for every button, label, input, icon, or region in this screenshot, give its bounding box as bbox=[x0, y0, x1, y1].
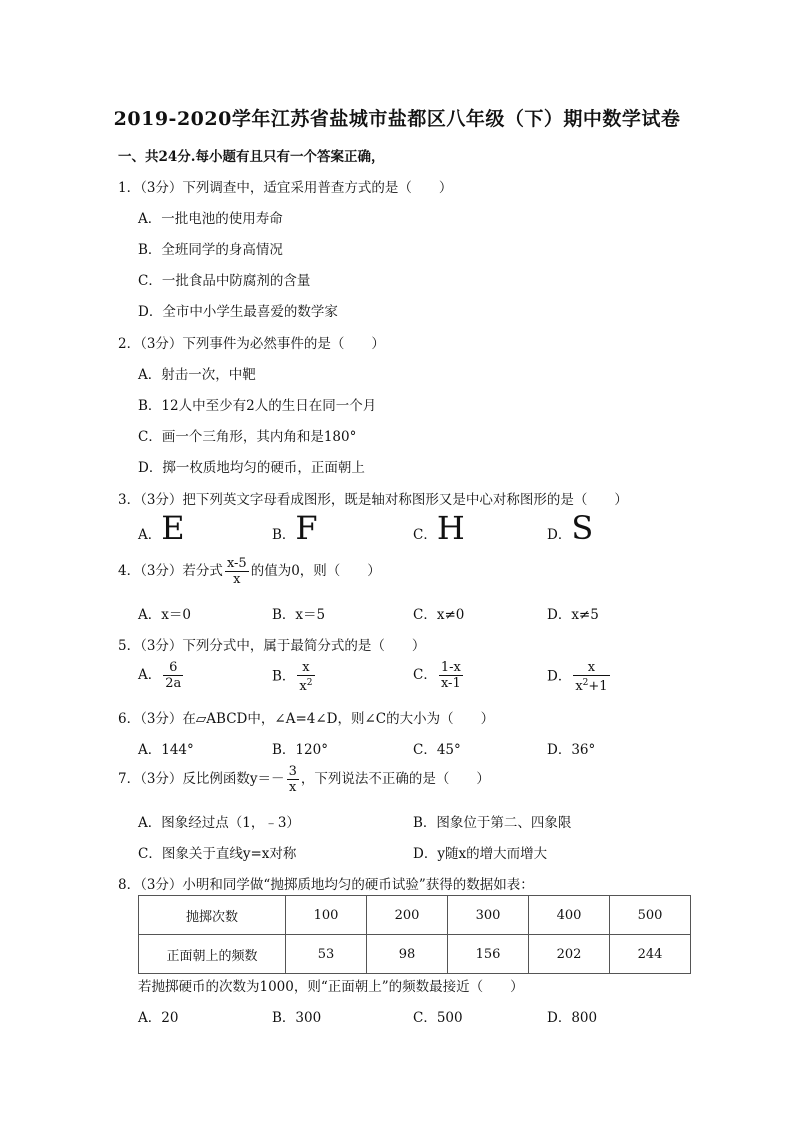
question-8-option-d: D．800 bbox=[547, 1010, 598, 1026]
fraction-denominator bbox=[573, 676, 609, 694]
question-1-option-c: C．一批食品中防腐剂的含量 bbox=[138, 273, 311, 289]
fraction-denominator: x bbox=[289, 780, 297, 795]
coin-toss-data-table bbox=[138, 895, 691, 974]
question-8-option-b: B．300 bbox=[272, 1010, 322, 1026]
table-cell: 100 bbox=[286, 896, 367, 935]
question-3-option-b bbox=[272, 509, 318, 547]
question-4-option-b: B．x＝5 bbox=[272, 607, 326, 623]
question-4-option-a: A．x＝0 bbox=[138, 607, 191, 623]
denominator-tail: +1 bbox=[588, 679, 608, 694]
question-2-stem: 2．（3分）下列事件为必然事件的是（ ） bbox=[118, 336, 385, 352]
question-8-followup: 若抛掷硬币的次数为1000，则“正面朝上”的频数最接近（ ） bbox=[138, 979, 524, 995]
stem-text: 4．（3分）若分式 bbox=[118, 563, 223, 579]
table-row bbox=[139, 935, 691, 974]
option-label: A． bbox=[138, 667, 162, 683]
question-4-option-d: D．x≠5 bbox=[547, 607, 599, 623]
table-row-header: 正面朝上的频数 bbox=[139, 935, 286, 974]
fraction-numerator: x-5 bbox=[226, 556, 247, 571]
table-cell: 53 bbox=[286, 935, 367, 974]
question-5-option-d bbox=[547, 660, 612, 694]
question-8-option-c: C．500 bbox=[413, 1010, 463, 1026]
question-4-stem bbox=[118, 556, 381, 587]
table-cell: 300 bbox=[448, 896, 529, 935]
option-label: D． bbox=[547, 668, 572, 685]
stem-text: 的值为0，则（ ） bbox=[250, 563, 381, 579]
question-6-stem: 6．（3分）在▱ABCD中，∠A=4∠D，则∠C的大小为（ ） bbox=[118, 711, 495, 727]
table-cell: 244 bbox=[610, 935, 691, 974]
question-2-option-c: C．画一个三角形，其内角和是180° bbox=[138, 429, 357, 445]
question-3-option-d bbox=[547, 509, 594, 547]
question-8-stem: 8．（3分）小明和同学做“抛掷质地均匀的硬币试验”获得的数据如表： bbox=[118, 877, 534, 893]
table-cell: 200 bbox=[367, 896, 448, 935]
fraction-denominator: 2a bbox=[165, 676, 182, 691]
question-7-option-b: B．图象位于第二、四象限 bbox=[413, 815, 572, 831]
fraction bbox=[439, 660, 463, 691]
question-7-option-d: D．y随x的增大而增大 bbox=[413, 846, 548, 862]
question-6-option-d: D．36° bbox=[547, 742, 596, 758]
question-7-option-c: C．图象关于直线y=x对称 bbox=[138, 846, 297, 862]
fraction bbox=[297, 660, 314, 694]
question-8-option-a: A．20 bbox=[138, 1010, 179, 1026]
exponent: 2 bbox=[582, 678, 589, 688]
denominator-base: x bbox=[575, 679, 583, 694]
fraction-denominator: x-1 bbox=[440, 676, 461, 691]
fraction bbox=[225, 556, 249, 587]
option-label: A． bbox=[138, 527, 162, 543]
question-5-option-a bbox=[138, 660, 185, 691]
fraction bbox=[163, 660, 183, 691]
question-3-option-a bbox=[138, 509, 185, 547]
question-5-option-c bbox=[413, 660, 465, 691]
question-5-stem: 5．（3分）下列分式中，属于最简分式的是（ ） bbox=[118, 638, 426, 654]
option-label: B． bbox=[272, 668, 296, 685]
fraction-numerator: x bbox=[297, 660, 314, 676]
question-6-option-b: B．120° bbox=[272, 742, 328, 758]
question-7-option-a: A．图象经过点（1，﹣3） bbox=[138, 815, 300, 831]
option-label: B． bbox=[272, 527, 296, 543]
fraction-numerator: 1-x bbox=[440, 660, 461, 675]
question-3-option-c bbox=[413, 509, 465, 547]
table-cell: 156 bbox=[448, 935, 529, 974]
letter-f-glyph: F bbox=[295, 509, 318, 547]
page-title: 2019-2020学年江苏省盐城市盐都区八年级（下）期中数学试卷 bbox=[113, 108, 681, 130]
fraction-denominator bbox=[297, 676, 314, 694]
denominator-base: x bbox=[299, 679, 307, 694]
exponent: 2 bbox=[306, 678, 313, 688]
option-label: C． bbox=[413, 667, 437, 683]
question-4-option-c: C．x≠0 bbox=[413, 607, 465, 623]
question-6-option-a: A．144° bbox=[138, 742, 194, 758]
fraction-numerator: x bbox=[573, 660, 609, 676]
table-cell: 98 bbox=[367, 935, 448, 974]
table-cell: 500 bbox=[610, 896, 691, 935]
question-6-option-c: C．45° bbox=[413, 742, 461, 758]
question-7-stem bbox=[118, 764, 490, 795]
table-row-header: 抛掷次数 bbox=[139, 896, 286, 935]
question-2-option-d: D．掷一枚质地均匀的硬币，正面朝上 bbox=[138, 460, 365, 476]
question-5-option-b bbox=[272, 660, 317, 694]
letter-s-glyph: S bbox=[571, 509, 594, 547]
fraction-numerator: 3 bbox=[288, 764, 297, 779]
fraction-numerator: 6 bbox=[163, 660, 183, 676]
question-1-option-a: A．一批电池的使用寿命 bbox=[138, 211, 283, 227]
stem-text: 7．（3分）反比例函数y＝－ bbox=[118, 771, 285, 787]
question-3-stem: 3．（3分）把下列英文字母看成图形，既是轴对称图形又是中心对称图形的是（ ） bbox=[118, 492, 628, 508]
question-2-option-b: B．12人中至少有2人的生日在同一个月 bbox=[138, 398, 377, 414]
question-1-stem: 1．（3分）下列调查中，适宜采用普查方式的是（ ） bbox=[118, 180, 453, 196]
stem-text: ，下列说法不正确的是（ ） bbox=[300, 771, 490, 787]
table-cell: 400 bbox=[529, 896, 610, 935]
option-label: D． bbox=[547, 527, 572, 543]
option-label: C． bbox=[413, 527, 437, 543]
table-cell: 202 bbox=[529, 935, 610, 974]
question-1-option-b: B．全班同学的身高情况 bbox=[138, 242, 283, 258]
question-1-option-d: D．全市中小学生最喜爱的数学家 bbox=[138, 304, 338, 320]
letter-e-glyph: E bbox=[161, 509, 185, 547]
fraction-denominator: x bbox=[233, 572, 241, 587]
question-2-option-a: A．射击一次，中靶 bbox=[138, 367, 256, 383]
table-row bbox=[139, 896, 691, 935]
fraction bbox=[287, 764, 299, 795]
section-heading: 一、共24分.每小题有且只有一个答案正确， bbox=[118, 149, 385, 165]
fraction bbox=[573, 660, 609, 694]
letter-h-glyph: H bbox=[436, 509, 465, 547]
